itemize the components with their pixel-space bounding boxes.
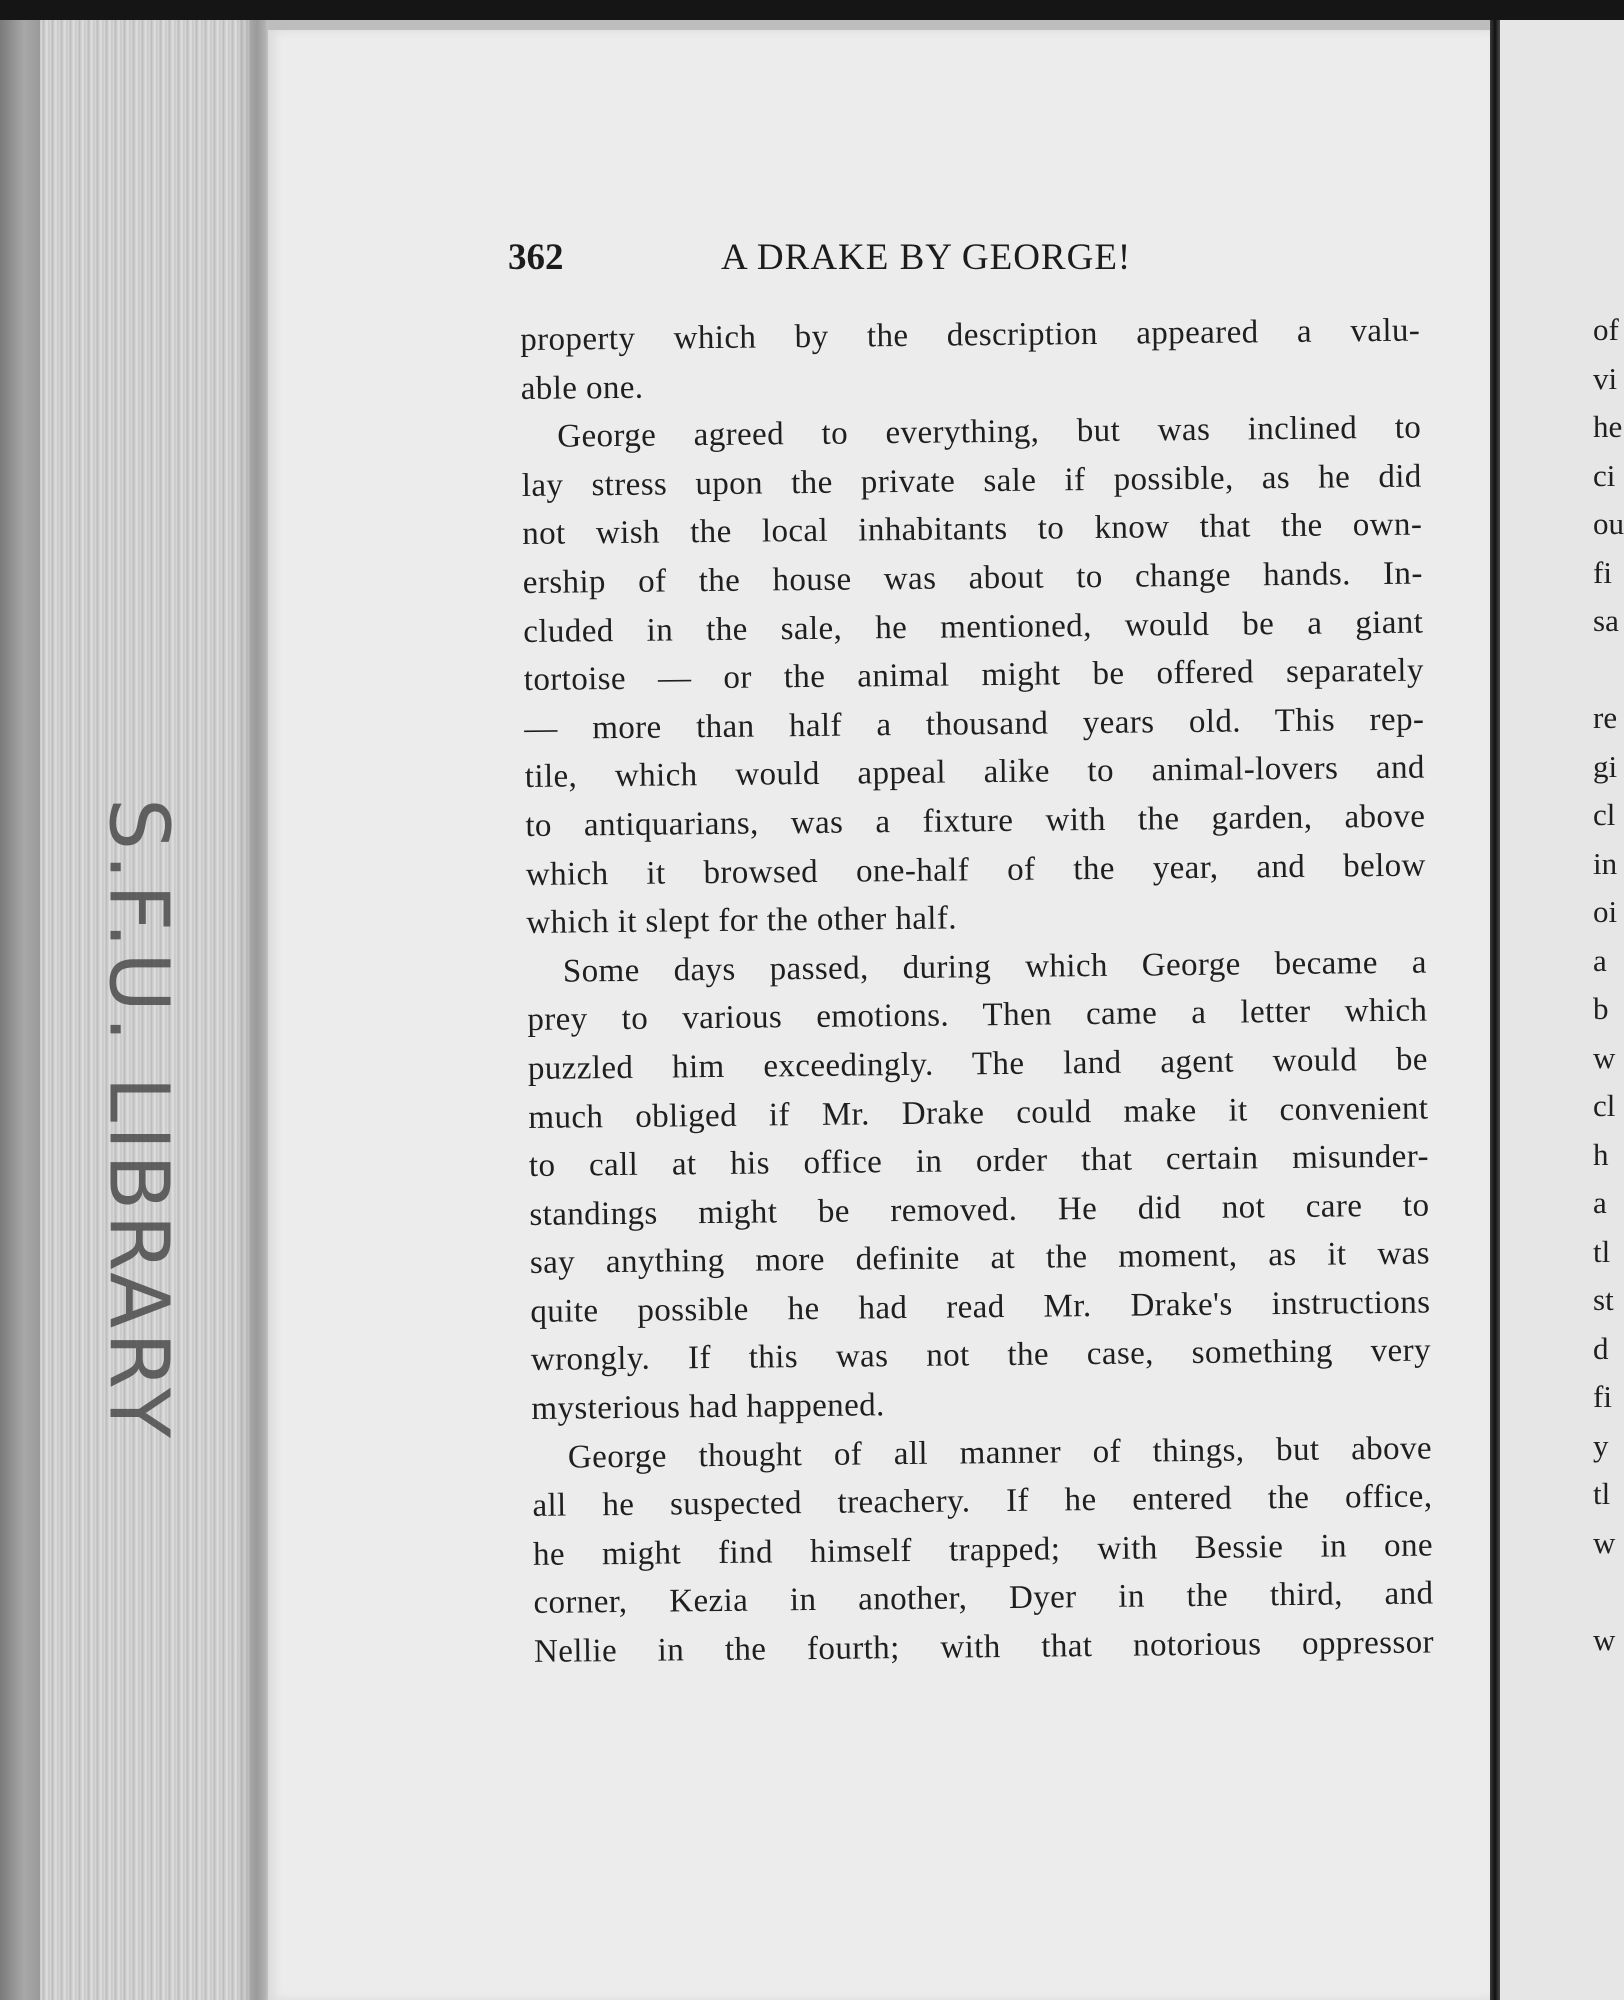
- library-stamp-text: S.F.U. LIBRARY: [90, 797, 186, 1443]
- book-gutter: [1490, 20, 1500, 2000]
- fragment-text: tl: [1593, 1233, 1611, 1269]
- text-line: which it browsed one-half of the year, and below: [525, 847, 1426, 893]
- fragment-text: he: [1593, 409, 1623, 444]
- fragment-text: tl: [1593, 1476, 1611, 1511]
- text-line: not wish the local inhabitants to know that the own-: [522, 506, 1423, 553]
- text-line: mysterious had happened.: [531, 1387, 885, 1428]
- fragment-text: gi: [1593, 748, 1618, 784]
- text-line: George thought of all manner of things, but above: [567, 1430, 1433, 1476]
- text-line: corner, Kezia in another, Dyer in the third, and: [533, 1575, 1434, 1622]
- fragment-text: oi: [1593, 894, 1618, 929]
- fragment-text: sa: [1593, 603, 1619, 638]
- page-number: 362: [508, 237, 564, 278]
- text-line: standings might be removed. He did not care to: [529, 1187, 1430, 1233]
- text-line: Nellie in the fourth; with that notorious oppressor: [533, 1624, 1435, 1670]
- text-line: tortoise — or the animal might be offered separately: [523, 652, 1424, 699]
- text-line: Some days passed, during which George became a: [562, 944, 1428, 990]
- fragment-text: a: [1593, 942, 1607, 978]
- text-line: which it slept for the other half.: [526, 900, 958, 942]
- fragment-text: fi: [1593, 554, 1612, 590]
- text-line: property which by the description appeared a valu-: [520, 312, 1421, 358]
- text-line: say anything more definite at the moment, as it was: [529, 1235, 1431, 1282]
- fragment-text: cl: [1593, 797, 1616, 832]
- text-line: George agreed to everything, but was inclined to: [557, 409, 1422, 455]
- fragment-text: h: [1593, 1136, 1609, 1172]
- text-line: to antiquarians, was a fixture with the garden, above: [525, 798, 1426, 844]
- text-line: prey to various emotions. Then came a letter which: [527, 992, 1428, 1039]
- library-stamp: [88, 760, 188, 1480]
- text-line: puzzled him exceedingly. The land agent would be: [527, 1041, 1429, 1087]
- fragment-text: d: [1593, 1330, 1609, 1366]
- spine-shadow: [236, 20, 266, 2000]
- fragment-text: b: [1593, 991, 1609, 1026]
- book-cover-edge: [0, 20, 40, 2000]
- text-line: quite possible he had read Mr. Drake's instructions: [530, 1284, 1431, 1330]
- fragment-text: st: [1593, 1282, 1614, 1317]
- text-line: able one.: [520, 369, 644, 407]
- text-line: lay stress upon the private sale if possible, as he did: [521, 458, 1422, 504]
- fragment-text: w: [1593, 1039, 1616, 1075]
- page-header: [508, 236, 1208, 286]
- fragment-text: y: [1593, 1427, 1609, 1463]
- text-line: all he suspected treachery. If he entered the office,: [532, 1478, 1433, 1525]
- text-line: wrongly. If this was not the case, something very: [530, 1332, 1432, 1379]
- text-line: he might find himself trapped; with Bessie in one: [532, 1527, 1434, 1573]
- page-body: [520, 307, 1434, 1677]
- fragment-text: w: [1593, 1621, 1616, 1657]
- fragment-text: fi: [1593, 1379, 1612, 1414]
- text-line: ership of the house was about to change hands. In-: [522, 555, 1423, 601]
- fragment-text: ou: [1593, 506, 1624, 541]
- fragment-text: in: [1593, 845, 1618, 881]
- text-line: cluded in the sale, he mentioned, would be a giant: [523, 604, 1424, 650]
- fragment-text: ci: [1593, 457, 1616, 493]
- text-line: tile, which would appeal alike to animal-lovers and: [524, 749, 1425, 796]
- fragment-text: vi: [1593, 360, 1618, 396]
- fragment-text: re: [1593, 700, 1618, 735]
- text-line: — more than half a thousand years old. This rep-: [524, 701, 1425, 747]
- fragment-text: w: [1593, 1524, 1616, 1560]
- fragment-text: cl: [1593, 1088, 1616, 1123]
- fragment-text: of: [1593, 312, 1619, 347]
- text-line: to call at his office in order that certain misunder-: [528, 1138, 1430, 1185]
- fragment-text: [1593, 646, 1624, 695]
- text-line: much obliged if Mr. Drake could make it convenient: [528, 1090, 1429, 1136]
- right-page-fragments: [1593, 306, 1624, 1664]
- fragment-text: a: [1593, 1185, 1607, 1220]
- running-title: A DRAKE BY GEORGE!: [721, 237, 1132, 278]
- scan-top-border: [0, 0, 1624, 20]
- fragment-text: [1593, 1567, 1624, 1616]
